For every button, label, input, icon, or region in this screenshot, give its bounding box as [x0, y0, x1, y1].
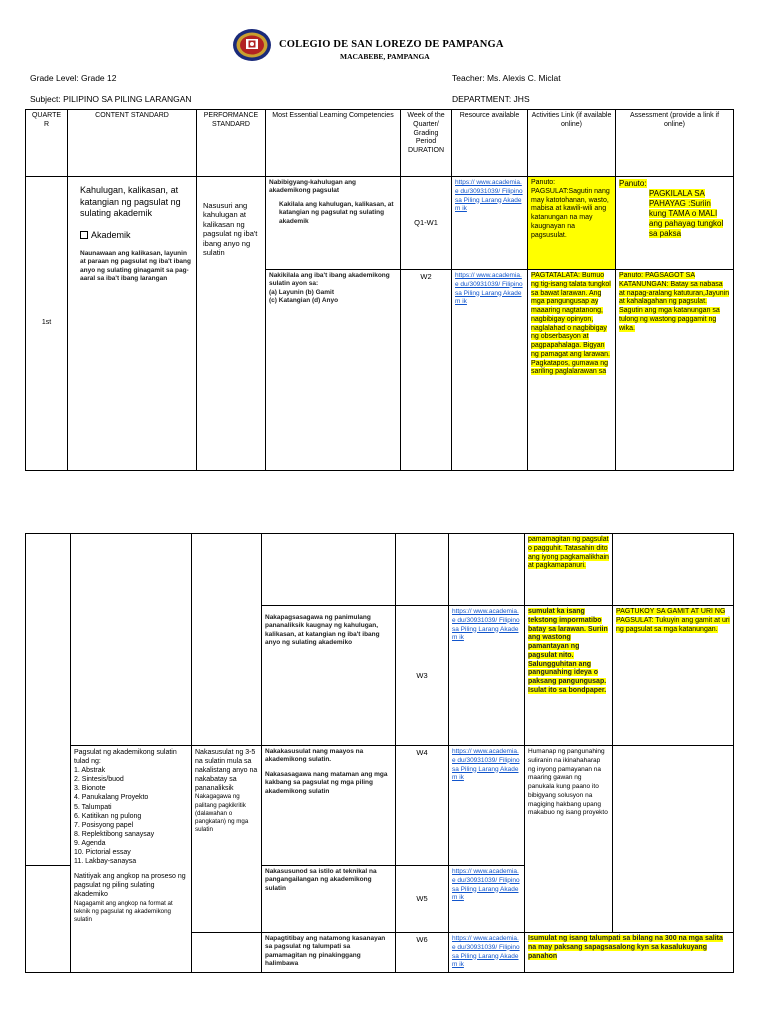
content-list-item: 9. Agenda [74, 839, 106, 847]
resource-link[interactable]: https:// www.academia.e du/30931039/ Filipino sa Piling Larang Akadem ik [455, 272, 523, 306]
resource-link[interactable]: https:// www.academia.e du/30931039/ Filipino sa Piling Larang Akadem ik [452, 935, 520, 969]
resource-cell [449, 746, 525, 866]
resource-link[interactable]: https:// www.academia.e du/30931039/ Filipino sa Piling Larang Akadem ik [455, 179, 523, 213]
resource-link[interactable]: https:// www.academia.e du/30931039/ Filipino sa Piling Larang Akadem ik [452, 748, 520, 782]
content-list-item: 11. Lakbay-sanaysa [74, 858, 137, 866]
activity-text: sumulat ka isang tekstong impormatibo batay sa larawan. Suriin ang wastong pamantayan ng pagsulat nito. Salungguhitan ang pangunahing ideya o paksang pangungusap. Isulat ito sa bondpaper. [528, 608, 608, 694]
quarter-cell [26, 534, 71, 866]
content-list-item: 1. Abstrak [74, 767, 106, 775]
week-cell [396, 534, 449, 606]
content-intro: Pagsulat ng akademikong sulatin tulad ng: [74, 749, 177, 766]
school-seal-logo [232, 28, 272, 62]
resource-cell [452, 270, 528, 471]
content-list-item: 4. Panukalang Proyekto [74, 794, 149, 802]
competency-cell [262, 534, 396, 606]
week-cell: W2 [401, 270, 452, 471]
performance-cell: Nasusuri ang kahulugan at kalikasan ng pagsulat ng iba't ibang anyo ng sulatin [197, 177, 266, 471]
content-list-item: 10. Pictorial essay [74, 849, 131, 857]
content-check-label: Akademik [91, 230, 131, 241]
competency-cell [262, 606, 396, 746]
col-content-standard: CONTENT STANDARD [68, 110, 197, 177]
resource-cell [452, 177, 528, 270]
resource-link[interactable]: https:// www.academia.e du/30931039/ Filipino sa Piling Larang Akadem ik [452, 608, 520, 642]
table-row [26, 534, 734, 606]
content-standard-cell [68, 177, 197, 471]
competency-text: Nakapagsasagawa ng panimulang pananaliksik kaugnay ng kahulugan, kalikasan, at katangian ng iba't ibang anyo ng sulating akademiko [265, 614, 380, 647]
resource-cell [449, 933, 525, 973]
content-tail-a: Natitiyak ang angkop na proseso ng pagsulat ng piling sulating akademiko [74, 873, 186, 899]
activity-cell: Panuto: PAGSULAT:Sagutin nang may katotohanan, wasto, mabisa at kawili-wili ang katanungan na may kaugnayan na pagsusulat. [528, 177, 616, 270]
subject: Subject: PILIPINO SA PILING LARANGAN [30, 94, 192, 104]
assessment-cell [616, 177, 734, 270]
assessment-cell [613, 606, 734, 746]
competency-cell [262, 746, 396, 866]
performance-cell [192, 746, 262, 933]
week-cell: W3 [396, 606, 449, 746]
content-list-item: 2. Sintesis/buod [74, 776, 124, 784]
content-check-row [80, 230, 192, 242]
activity-text: PAGTATALATA: Bumuo ng tig-isang talata tungkol sa bawat larawan. Ang mga pangungusap ay maaaring nagtatanong, nagbibigay opinyon, naglalahad o nagbibigay ng obserbasyon at pagpapahalaga. Bigyan ng pamagat ang larawan. Pagkatapos, gumawa ng sariling paglalarawan sa [531, 272, 611, 376]
competency-cell [266, 270, 401, 471]
content-standard-cell [71, 746, 192, 973]
competency-text-a: Nakikilala ang iba't ibang akademikong sulatin ayon sa: [269, 272, 390, 288]
content-list-item: 3. Bionote [74, 785, 106, 793]
quarter-cell [26, 866, 71, 973]
assessment-text: PAGTUKOY SA GAMIT AT URI NG PAGSULAT: Tukuyin ang gamit at uri ng pagsulat sa mga katanungan. [616, 608, 730, 633]
week-cell: W6 [396, 933, 449, 973]
activity-cell: Humanap ng pangunahing suliranin na ikinahaharap ng inyong pamayanan na maaring gawan ng panukala kung paano ito bibigyang solusyon na magiging hakbang upang makabuo ng isang proyekto [525, 746, 613, 933]
week-cell: W5 [396, 866, 449, 933]
competency-text-b: Kakilala ang kahulugan, kalikasan, at katangian ng pagsulat ng sulating akademik [279, 200, 394, 225]
assessment-cell [616, 270, 734, 471]
col-activities: Activities Link (if available online) [528, 110, 616, 177]
competency-text-c: (c) Katangian (d) Anyo [269, 297, 339, 305]
activity-cell [525, 534, 613, 606]
content-list-item: 7. Posisyong papel [74, 821, 134, 829]
content-list-item: 8. Replektibong sanaysay [74, 830, 155, 838]
col-quarter: QUARTE R [26, 110, 68, 177]
col-competencies: Most Essential Learning Competencies [266, 110, 401, 177]
table-row [26, 177, 734, 270]
content-standard-cell [71, 534, 192, 746]
checkbox-icon [80, 231, 88, 239]
school-location: MACABEBE, PAMPANGA [340, 52, 430, 61]
assessment-cell [613, 746, 734, 933]
col-resource: Resource available [452, 110, 528, 177]
header-row [26, 110, 734, 177]
performance-text-a: Nakasusulat ng 3-5 na sulatin mula sa nakalistang anyo na nakabatay sa pananaliksik [195, 749, 258, 793]
resource-link[interactable]: https:// www.academia.e du/30931039/ Filipino sa Piling Larang Akadem ik [452, 868, 520, 902]
col-performance-standard: PERFORMANCE STANDARD [197, 110, 266, 177]
competency-cell [262, 933, 396, 973]
assessment-cell [613, 534, 734, 606]
col-week: Week of the Quarter/ Grading Period DURATION [401, 110, 452, 177]
assessment-text: Panuto: PAGSAGOT SA KATANUNGAN: Batay sa nabasa at napag-aralang katuturan,Jayunin at kahalagahan ng pagsulat. Sagutin ang mga katanungan sa tulong ng wastong paggamit ng wika. [619, 272, 730, 332]
quarter-cell: 1st [26, 177, 68, 471]
content-main: Kahulugan, kalikasan, at katangian ng pagsulat ng sulating akademik [80, 185, 181, 219]
activity-text: pamamagitan ng pagsulat o pagguhit. Tatasahin dito ang iyong pagkamalikhain at pagkamapanuri. [528, 536, 609, 570]
competency-text: Nakasusunod sa istilo at teknikal na pangangailangan ng akademikong sulatin [265, 868, 377, 892]
resource-cell [449, 606, 525, 746]
school-name: COLEGIO DE SAN LOREZO DE PAMPANGA [279, 39, 504, 50]
competency-cell [266, 177, 401, 270]
curriculum-table-1 [25, 109, 734, 471]
curriculum-table-2 [25, 533, 734, 973]
competency-text: Napagtitibay ang natamong kasanayan sa pagsulat ng talumpati sa pamamagitan ng pinakinggang halimbawa [265, 935, 386, 968]
department: DEPARTMENT: JHS [452, 94, 530, 104]
resource-cell [449, 866, 525, 933]
resource-cell [449, 534, 525, 606]
col-assessment: Assessment (provide a link if online) [616, 110, 734, 177]
week-cell: Q1-W1 [401, 177, 452, 270]
activity-cell [528, 270, 616, 471]
teacher-name: Teacher: Ms. Alexis C. Miclat [452, 73, 561, 83]
performance-cell [192, 933, 262, 973]
activity-cell [525, 606, 613, 746]
assessment-text: PAGKILALA SA PAHAYAG :Suriin kung TAMA o MALI ang pahayag tungkol sa paksa [649, 189, 724, 238]
activity-cell [525, 933, 734, 973]
activity-text: Isumulat ng isang talumpati sa bilang na 300 na mga salita na may paksang sapagsasalong kyn sa kasalukuyang panahon [528, 935, 723, 960]
competency-text-b: Nakasasagawa nang mataman ang mga kakbang sa pagsulat ng mga piling akademikong sulatin [265, 770, 388, 795]
table-row [26, 746, 734, 866]
content-sub: Naunawaan ang kalikasan, layunin at paraan ng pagsulat ng iba't ibang anyo ng sulating ginagamit sa pag-aaral sa iba't ibang larangan [80, 249, 191, 283]
content-list-item: 6. Katitikan ng pulong [74, 812, 142, 820]
grade-level: Grade Level: Grade 12 [30, 73, 117, 83]
content-list-item: 5. Talumpati [74, 803, 112, 811]
performance-cell [192, 534, 262, 746]
assessment-label: Panuto: [619, 179, 647, 188]
competency-text-a: Nakakasusulat nang maayos na akademikong sulatin. [265, 748, 364, 764]
competency-text-b: (a) Layunin (b) Gamit [269, 288, 334, 296]
performance-text-b: Nakagagawa ng palitang pagkikritik (dalawahan o pangkatan) ng mga sulatin [195, 793, 249, 833]
week-cell: W4 [396, 746, 449, 866]
content-tail-b: Nagagamit ang angkop na format at teknik ng pagsulat ng akademikong sulatin [74, 899, 173, 923]
competency-text-a: Nabibigyang-kahulugan ang akademikong pagsulat [269, 179, 357, 195]
competency-cell [262, 866, 396, 933]
